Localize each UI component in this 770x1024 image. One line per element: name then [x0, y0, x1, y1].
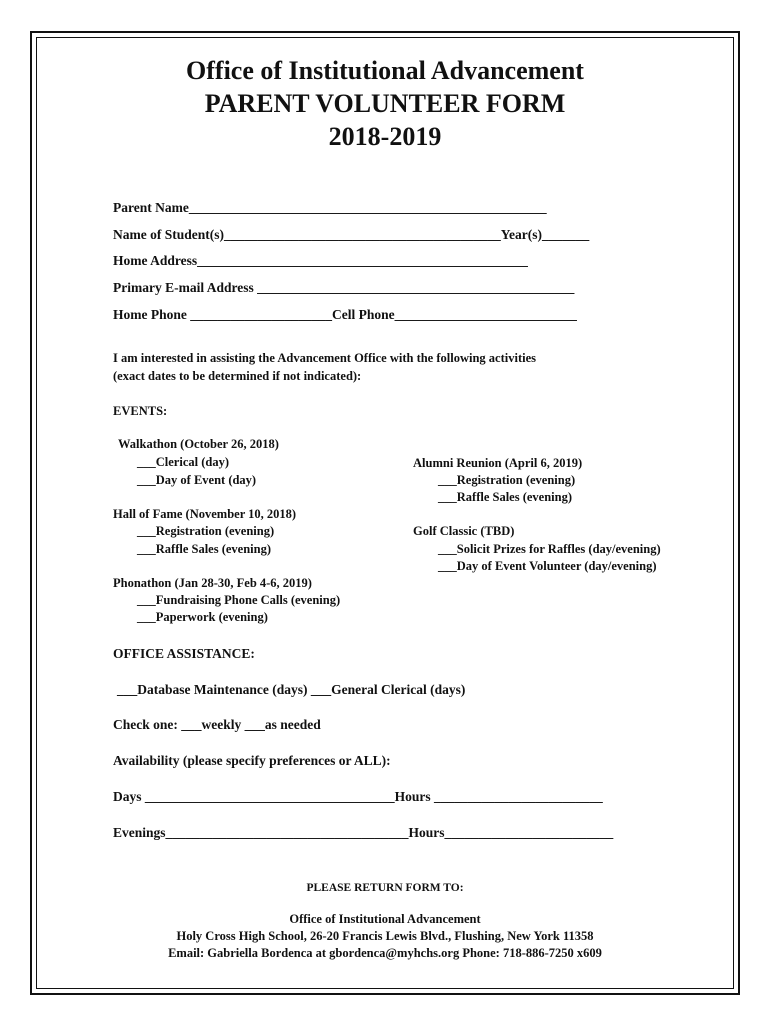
- days-hours-field[interactable]: Days _____________________________________Hours _________________________: [113, 789, 603, 804]
- events-heading: EVENTS:: [113, 404, 168, 418]
- intro-line-1: I am interested in assisting the Advancement Office with the following activities: [113, 351, 536, 365]
- email-field[interactable]: Primary E-mail Address _______________________________________________: [113, 280, 575, 295]
- form-title-year: 2018-2019: [328, 122, 442, 151]
- hof-raffle-option[interactable]: ___Raffle Sales (evening): [137, 542, 272, 556]
- return-address: Holy Cross High School, 26-20 Francis Lewis Blvd., Flushing, New York 11358: [176, 929, 594, 943]
- student-name-year-field[interactable]: Name of Student(s)_________________________________________Year(s)_______: [113, 227, 590, 242]
- frequency-check-one[interactable]: Check one: ___weekly ___as needed: [113, 717, 321, 732]
- evenings-hours-field[interactable]: Evenings____________________________________Hours_________________________: [113, 825, 614, 840]
- hall-of-fame-title: Hall of Fame (November 10, 2018): [113, 507, 297, 521]
- form-title-name: PARENT VOLUNTEER FORM: [204, 89, 566, 118]
- return-form-label: PLEASE RETURN FORM TO:: [306, 882, 464, 894]
- phone-field[interactable]: Home Phone _____________________Cell Phone___________________________: [113, 307, 577, 322]
- alumni-reunion-title: Alumni Reunion (April 6, 2019): [413, 456, 583, 470]
- office-assistance-heading: OFFICE ASSISTANCE:: [113, 646, 255, 661]
- golf-day-of-event-option[interactable]: ___Day of Event Volunteer (day/evening): [438, 559, 657, 573]
- office-assistance-options[interactable]: ___Database Maintenance (days) ___General Clerical (days): [117, 682, 466, 697]
- alumni-registration-option[interactable]: ___Registration (evening): [438, 473, 576, 487]
- form-title-office: Office of Institutional Advancement: [186, 56, 584, 85]
- golf-solicit-prizes-option[interactable]: ___Solicit Prizes for Raffles (day/evening): [438, 542, 661, 556]
- phonathon-calls-option[interactable]: ___Fundraising Phone Calls (evening): [137, 593, 341, 607]
- home-address-field[interactable]: Home Address_________________________________________________: [113, 253, 528, 268]
- return-contact: Email: Gabriella Bordenca at gbordenca@myhchs.org Phone: 718-886-7250 x609: [168, 946, 602, 960]
- return-office-name: Office of Institutional Advancement: [289, 912, 481, 926]
- phonathon-paperwork-option[interactable]: ___Paperwork (evening): [137, 610, 268, 624]
- walkathon-day-of-event-option[interactable]: ___Day of Event (day): [137, 473, 257, 487]
- alumni-raffle-option[interactable]: ___Raffle Sales (evening): [438, 490, 573, 504]
- intro-line-2: (exact dates to be determined if not indicated):: [113, 369, 362, 383]
- availability-label: Availability (please specify preferences or ALL):: [113, 753, 391, 768]
- phonathon-title: Phonathon (Jan 28-30, Feb 4-6, 2019): [113, 576, 312, 590]
- walkathon-clerical-option[interactable]: ___Clerical (day): [137, 455, 229, 469]
- walkathon-title: Walkathon (October 26, 2018): [118, 437, 279, 451]
- hof-registration-option[interactable]: ___Registration (evening): [137, 524, 275, 538]
- golf-classic-title: Golf Classic (TBD): [413, 524, 515, 538]
- parent-name-field[interactable]: Parent Name_____________________________________________________: [113, 200, 547, 215]
